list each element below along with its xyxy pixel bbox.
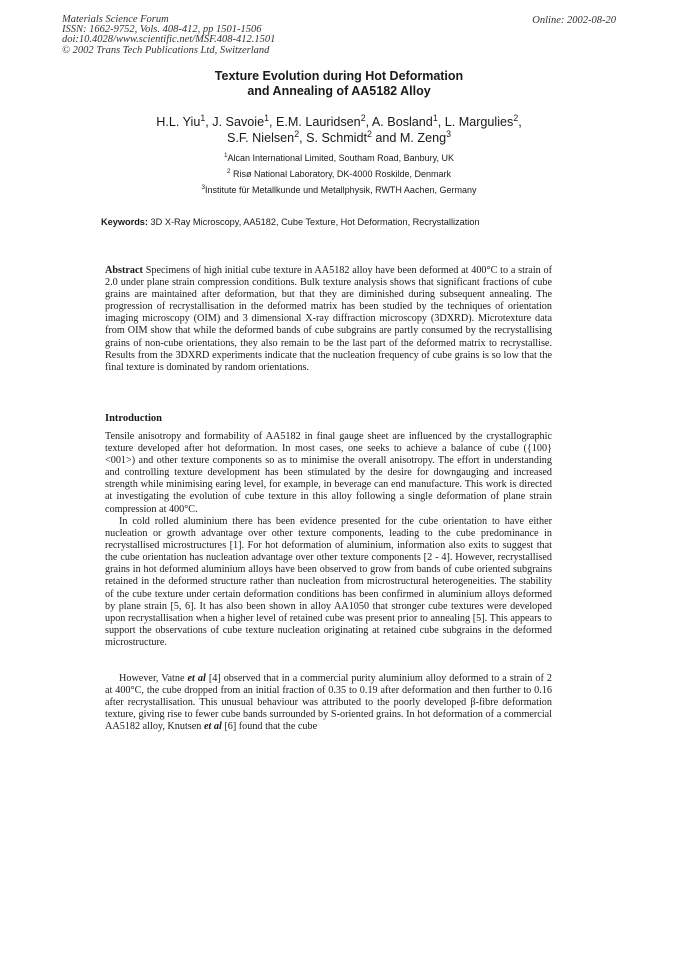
affil-mark: 2 [227,168,231,175]
intro-paragraph-1: Tensile anisotropy and formability of AA5182 in final gauge sheet are influenced by the crystallographic texture developed after hot deformation. In most cases, one seeks to achieve a balance of cube ({100} <001>) and other texture components so as to minimise the overall anisotropy. The effort in understanding and controlling texture development has been stimulated by the desire for downgauging and increased strength while minimising earing level, for example, in beverage can end manufacture. This work is directed at investigating the evolution of cube texture in this alloy following a single deformation of plane strain compression at 400°C. [105,431,552,515]
p3-etal: et al [187,673,206,684]
keywords [101,217,480,227]
affil-mark: 3 [201,184,206,191]
p3-text: However, Vatne [119,673,188,684]
author-line-2 [0,130,678,146]
p3-etal: et al [203,721,222,733]
intro-paragraph-3 [105,673,552,733]
author-separator: , [299,131,307,145]
abstract [105,265,552,374]
author-name: S.F. Nielsen [226,131,295,145]
p3-text: [6] found that the cube [221,721,318,733]
affil-text: Alcan International Limited, Southam Road, Banbury, UK [227,153,454,163]
author-affil-mark: 2 [513,112,519,123]
title-line-2: and Annealing of AA5182 Alloy [247,83,431,98]
author-separator: , [437,115,445,129]
affiliation-1 [0,153,678,163]
affiliation-2 [0,169,678,179]
keywords-text: 3D X-Ray Microscopy, AA5182, Cube Texture, Hot Deformation, Recrystallization [150,217,480,227]
abstract-text: Specimens of high initial cube texture in AA5182 alloy have been deformed at 400°C to a strain of 2.0 under plane strain compression conditions. Bulk texture analysis shows that significant fractions of cube grains are maintained after deformation, but that they are diminished during subsequent annealing. The progression of recrystallisation in the deformed matrix has been studied by the techniques of orientation imaging microscopy (OIM) and 3 dimensional X-ray diffraction microscopy (3DXRD). Microtexture data from OIM show that while the deformed bands of cube subgrains are partly consumed by the recrystallising grains of non-cube orientations, they also remain to be the last part of the deformed matrix to recrystallise. Results from the 3DXRD experiments indicate that the nucleation frequency of cube grains is so low that the final texture is dominated by random orientations. [105,265,553,373]
author-affil-mark: 1 [432,112,438,123]
author-affil-mark: 2 [360,112,366,123]
author-separator: , [268,115,276,129]
abstract-label: Abstract [105,265,143,276]
journal-name: Materials Science Forum [62,14,169,25]
author-name: J. Savoie [212,115,265,129]
online-date: Online: 2002-08-20 [532,15,616,26]
author-affil-mark: 3 [446,128,452,139]
author-name: A. Bosland [371,115,433,129]
keywords-label: Keywords: [101,217,148,227]
journal-header [62,15,275,56]
author-name: S. Schmidt [306,131,367,145]
copyright-line: © 2002 Trans Tech Publications Ltd, Switzerland [62,44,270,56]
affil-text: Risø National Laboratory, DK-4000 Roskilde, Denmark [233,169,451,179]
affiliation-3 [0,185,678,195]
introduction-heading: Introduction [105,413,162,424]
author-name: E.M. Lauridsen [275,115,361,129]
p3-text: [4] observed that in a commercial purity aluminium alloy deformed to a strain of 2 at 400°C, the cube dropped from an initial fraction of 0.35 to 0.19 after deformation and then further to 0.16 after recrystallisation. This unusual behaviour was attributed to the poorly developed β-fibre deformation texture, giving rise to fewer cube bands surrounded by S-oriented grains. In hot deformation of a commercial AA5182 alloy, Knutsen [105,673,552,733]
paper-title [0,69,678,98]
intro-paragraph-2: In cold rolled aluminium there has been evidence presented for the cube orientation to have either nucleation or growth advantage over other texture components, leading to the cube predominance in recrystallised microstructures [1]. For hot deformation of aluminium, information also exits to suggest that the cube orientation has nucleation advantage over other texture components [2 - 4]. However, recrystallised grains in hot deformed aluminium alloys have been observed to grow from bands of cube oriented subgrains retained in the deformed structure rather than nucleation from microstructural heterogeneities. The stability of the cube texture under certain deformation conditions has been confirmed in aluminium alloys deformed by plane strain [5, 6]. It has also been shown in alloy AA1050 that stronger cube textures were developed upon recrystallisation when a higher level of retained cube was present prior to annealing [5]. This appears to support the observations of cube texture nucleation originating at retained cube subgrains in the deformed microstructure. [105,516,552,648]
affil-mark: 1 [224,152,228,159]
title-line-1: Texture Evolution during Hot Deformation [214,69,464,83]
author-affil-mark: 1 [264,112,269,123]
author-line-1 [0,114,678,130]
doi-link[interactable]: doi:10.4028/www.scientific.net/MSF.408-412.1501 [62,34,276,46]
author-name: H.L. Yiu [156,115,201,129]
author-separator: , [365,115,372,129]
author-name: L. Margulies [444,115,514,129]
author-affil-mark: 1 [200,112,206,123]
affil-text: Institute für Metallkunde und Metallphysik, RWTH Aachen, Germany [205,185,477,195]
issn-line: ISSN: 1662-9752, Vols. 408-412, pp 1501-1506 [62,24,262,36]
author-affil-mark: 2 [366,128,372,139]
author-separator: , [518,115,522,129]
author-list [0,114,678,146]
author-name: M. Zeng [399,131,447,145]
author-affil-mark: 2 [294,128,300,139]
author-separator: and [371,131,400,145]
author-separator: , [205,115,213,129]
